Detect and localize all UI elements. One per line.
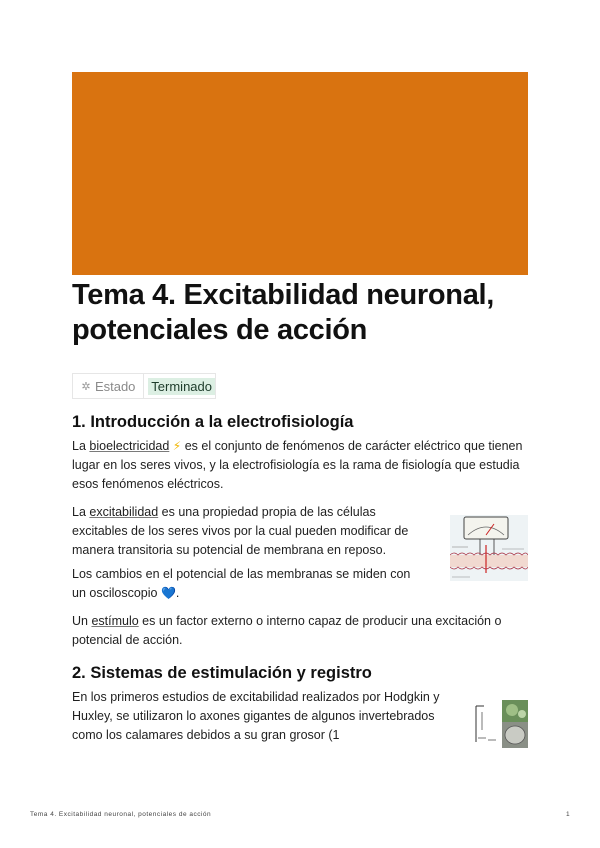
text-run: es el conjunto de fenómenos de carácter eléctrico que tienen lugar en los seres vivos, y la electrofisiología es la rama de fisiología que estudia esos fenómenos eléctricos. xyxy=(72,439,523,491)
property-key: Estado xyxy=(94,378,136,394)
paragraph-excitabilidad xyxy=(72,503,420,560)
status-badge[interactable]: Terminado xyxy=(148,378,215,395)
property-divider xyxy=(143,374,144,398)
text-run: La xyxy=(72,505,90,519)
section-heading-1: 1. Introducción a la electrofisiología xyxy=(72,413,354,431)
lightning-icon: ⚡ xyxy=(172,439,182,453)
text-run: . xyxy=(175,586,180,600)
page-number: 1 xyxy=(566,811,570,818)
membrane-potential-figure xyxy=(450,515,528,581)
squid-axon-figure xyxy=(472,700,528,748)
status-property[interactable] xyxy=(72,373,216,399)
term-excitabilidad: excitabilidad xyxy=(89,505,159,519)
paragraph-hodgkin-huxley: En los primeros estudios de excitabilidad realizados por Hodgkin y Huxley, se utilizaron lo axones gigantes de algunos invertebrados como los calamares debidos a su gran grosor (1 xyxy=(72,690,440,742)
blue-heart-icon: 💙 xyxy=(160,586,176,600)
term-estimulo: estímulo xyxy=(91,614,139,628)
section-heading-2: 2. Sistemas de estimulación y registro xyxy=(72,664,372,682)
cover-banner xyxy=(72,72,528,275)
text-run: Un xyxy=(72,614,92,628)
paragraph-bioelectricidad xyxy=(72,437,532,494)
text-run: es un factor externo o interno capaz de producir una excitación o potencial de acción. xyxy=(72,614,502,647)
paragraph-estimulo xyxy=(72,612,532,650)
gear-icon: ✲ xyxy=(81,380,91,393)
text-run: La xyxy=(72,439,90,453)
paragraph-osciloscopio xyxy=(72,565,420,603)
text-run: Los cambios en el potencial de las membranas se miden con un osciloscopio xyxy=(72,567,411,600)
term-bioelectricidad: bioelectricidad xyxy=(89,439,170,453)
page-title: Tema 4. Excitabilidad neuronal, potenciales de acción xyxy=(72,279,495,346)
footer-title: Tema 4. Excitabilidad neuronal, potenciales de acción xyxy=(30,811,212,818)
text-run: es una propiedad propia de las células excitables de los seres vivos por la cual pueden modificar de manera transitoria su potencial de membrana en reposo. xyxy=(72,505,409,557)
